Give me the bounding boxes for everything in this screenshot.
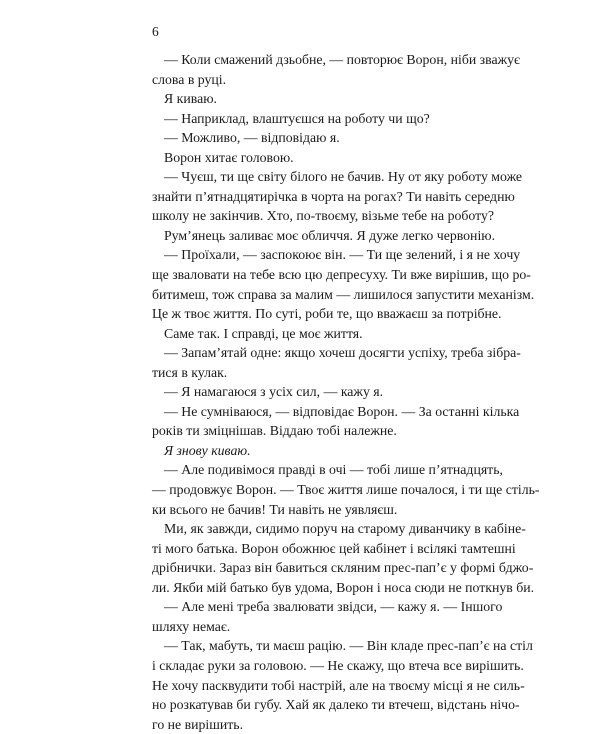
text-line: битимеш, тож справа за малим — лишилося запустити механізм.: [152, 286, 535, 302]
text-line: шляху немає.: [152, 618, 231, 634]
text-line: — Чуєш, ти ще світу білого не бачив. Ну от яку роботу може: [164, 169, 523, 185]
text-line: — Наприклад, влаштуєшся на роботу чи що?: [164, 110, 430, 126]
text-line: Це ж твоє життя. По суті, роби те, що вважаєш за потрібне.: [152, 306, 502, 322]
body-text: [152, 50, 540, 734]
page-number: 6: [152, 24, 159, 39]
text-line: — Але мені треба звалювати звідси, — кажу я. — Іншого: [164, 599, 503, 615]
text-line: тися в кулак.: [152, 364, 228, 380]
text-line: Рум’янець заливає моє обличчя. Я дуже легко червонію.: [164, 227, 496, 243]
text-line: Я знову киваю.: [164, 442, 251, 458]
text-line: — Проїхали, — заспокоює він. — Ти ще зелений, і я не хочу: [164, 247, 521, 263]
text-line: — Так, мабуть, ти маєш рацію. — Він кладе прес-пап’є на стіл: [164, 638, 533, 654]
text-line: го не вирішить.: [152, 716, 244, 732]
text-line: Не хочу пасквудити тобі настрій, але на твоєму місці я не силь-: [152, 677, 525, 693]
text-line: — Не сумніваюся, — відповідає Ворон. — За останні кілька: [164, 403, 520, 419]
text-line: Ворон хитає головою.: [164, 149, 294, 165]
text-line: слова в руці.: [152, 71, 227, 87]
text-line: — продовжує Ворон. — Твоє життя лише почалося, і ти ще стіль-: [152, 482, 540, 498]
text-line: Я киваю.: [164, 91, 217, 107]
text-line: років ти зміцнішав. Віддаю тобі належне.: [152, 423, 397, 439]
text-line: ли. Якби мій батько був удома, Ворон і носа сюди не поткнув би.: [152, 579, 535, 595]
text-line: — Коли смажений дзьобне, — повторює Ворон, ніби зважує: [164, 52, 520, 67]
text-line: но розкатував би губу. Хай як далеко ти втечеш, відстань нічо-: [152, 697, 520, 713]
text-line: — Але подивімося правді в очі — тобі лише п’ятнадцять,: [164, 462, 503, 478]
text-line: — Я намагаюся з усіх сил, — кажу я.: [164, 384, 384, 400]
text-line: школу не закінчив. Хто, по-твоєму, візьме тебе на роботу?: [152, 208, 494, 224]
text-line: Ми, як завжди, сидимо поруч на старому диванчику в кабіне-: [164, 521, 526, 537]
text-line: — Можливо, — відповідаю я.: [164, 130, 340, 146]
text-line: ще зваловати на тебе всю цю депресуху. Ти вже вирішив, що ро-: [152, 267, 531, 283]
text-line: ті мого батька. Ворон обожнює цей кабінет і всілякі тамтешні: [152, 540, 516, 556]
text-line: — Запам’ятай одне: якщо хочеш досягти успіху, треба зібра-: [164, 345, 521, 361]
text-line: і складає руки за головою. — Не скажу, що втеча все вирішить.: [152, 657, 524, 673]
text-line: дрібнички. Зараз він бавиться скляним прес-пап’є у формі бджо-: [152, 560, 534, 576]
text-line: ки всього не бачив! Ти навіть не уявляєш.: [152, 501, 398, 517]
text-line: знайти п’ятнадцятирічка в чорта на рогах? Ти навіть середню: [152, 188, 515, 204]
text-line: Саме так. І справді, це моє життя.: [164, 325, 363, 341]
